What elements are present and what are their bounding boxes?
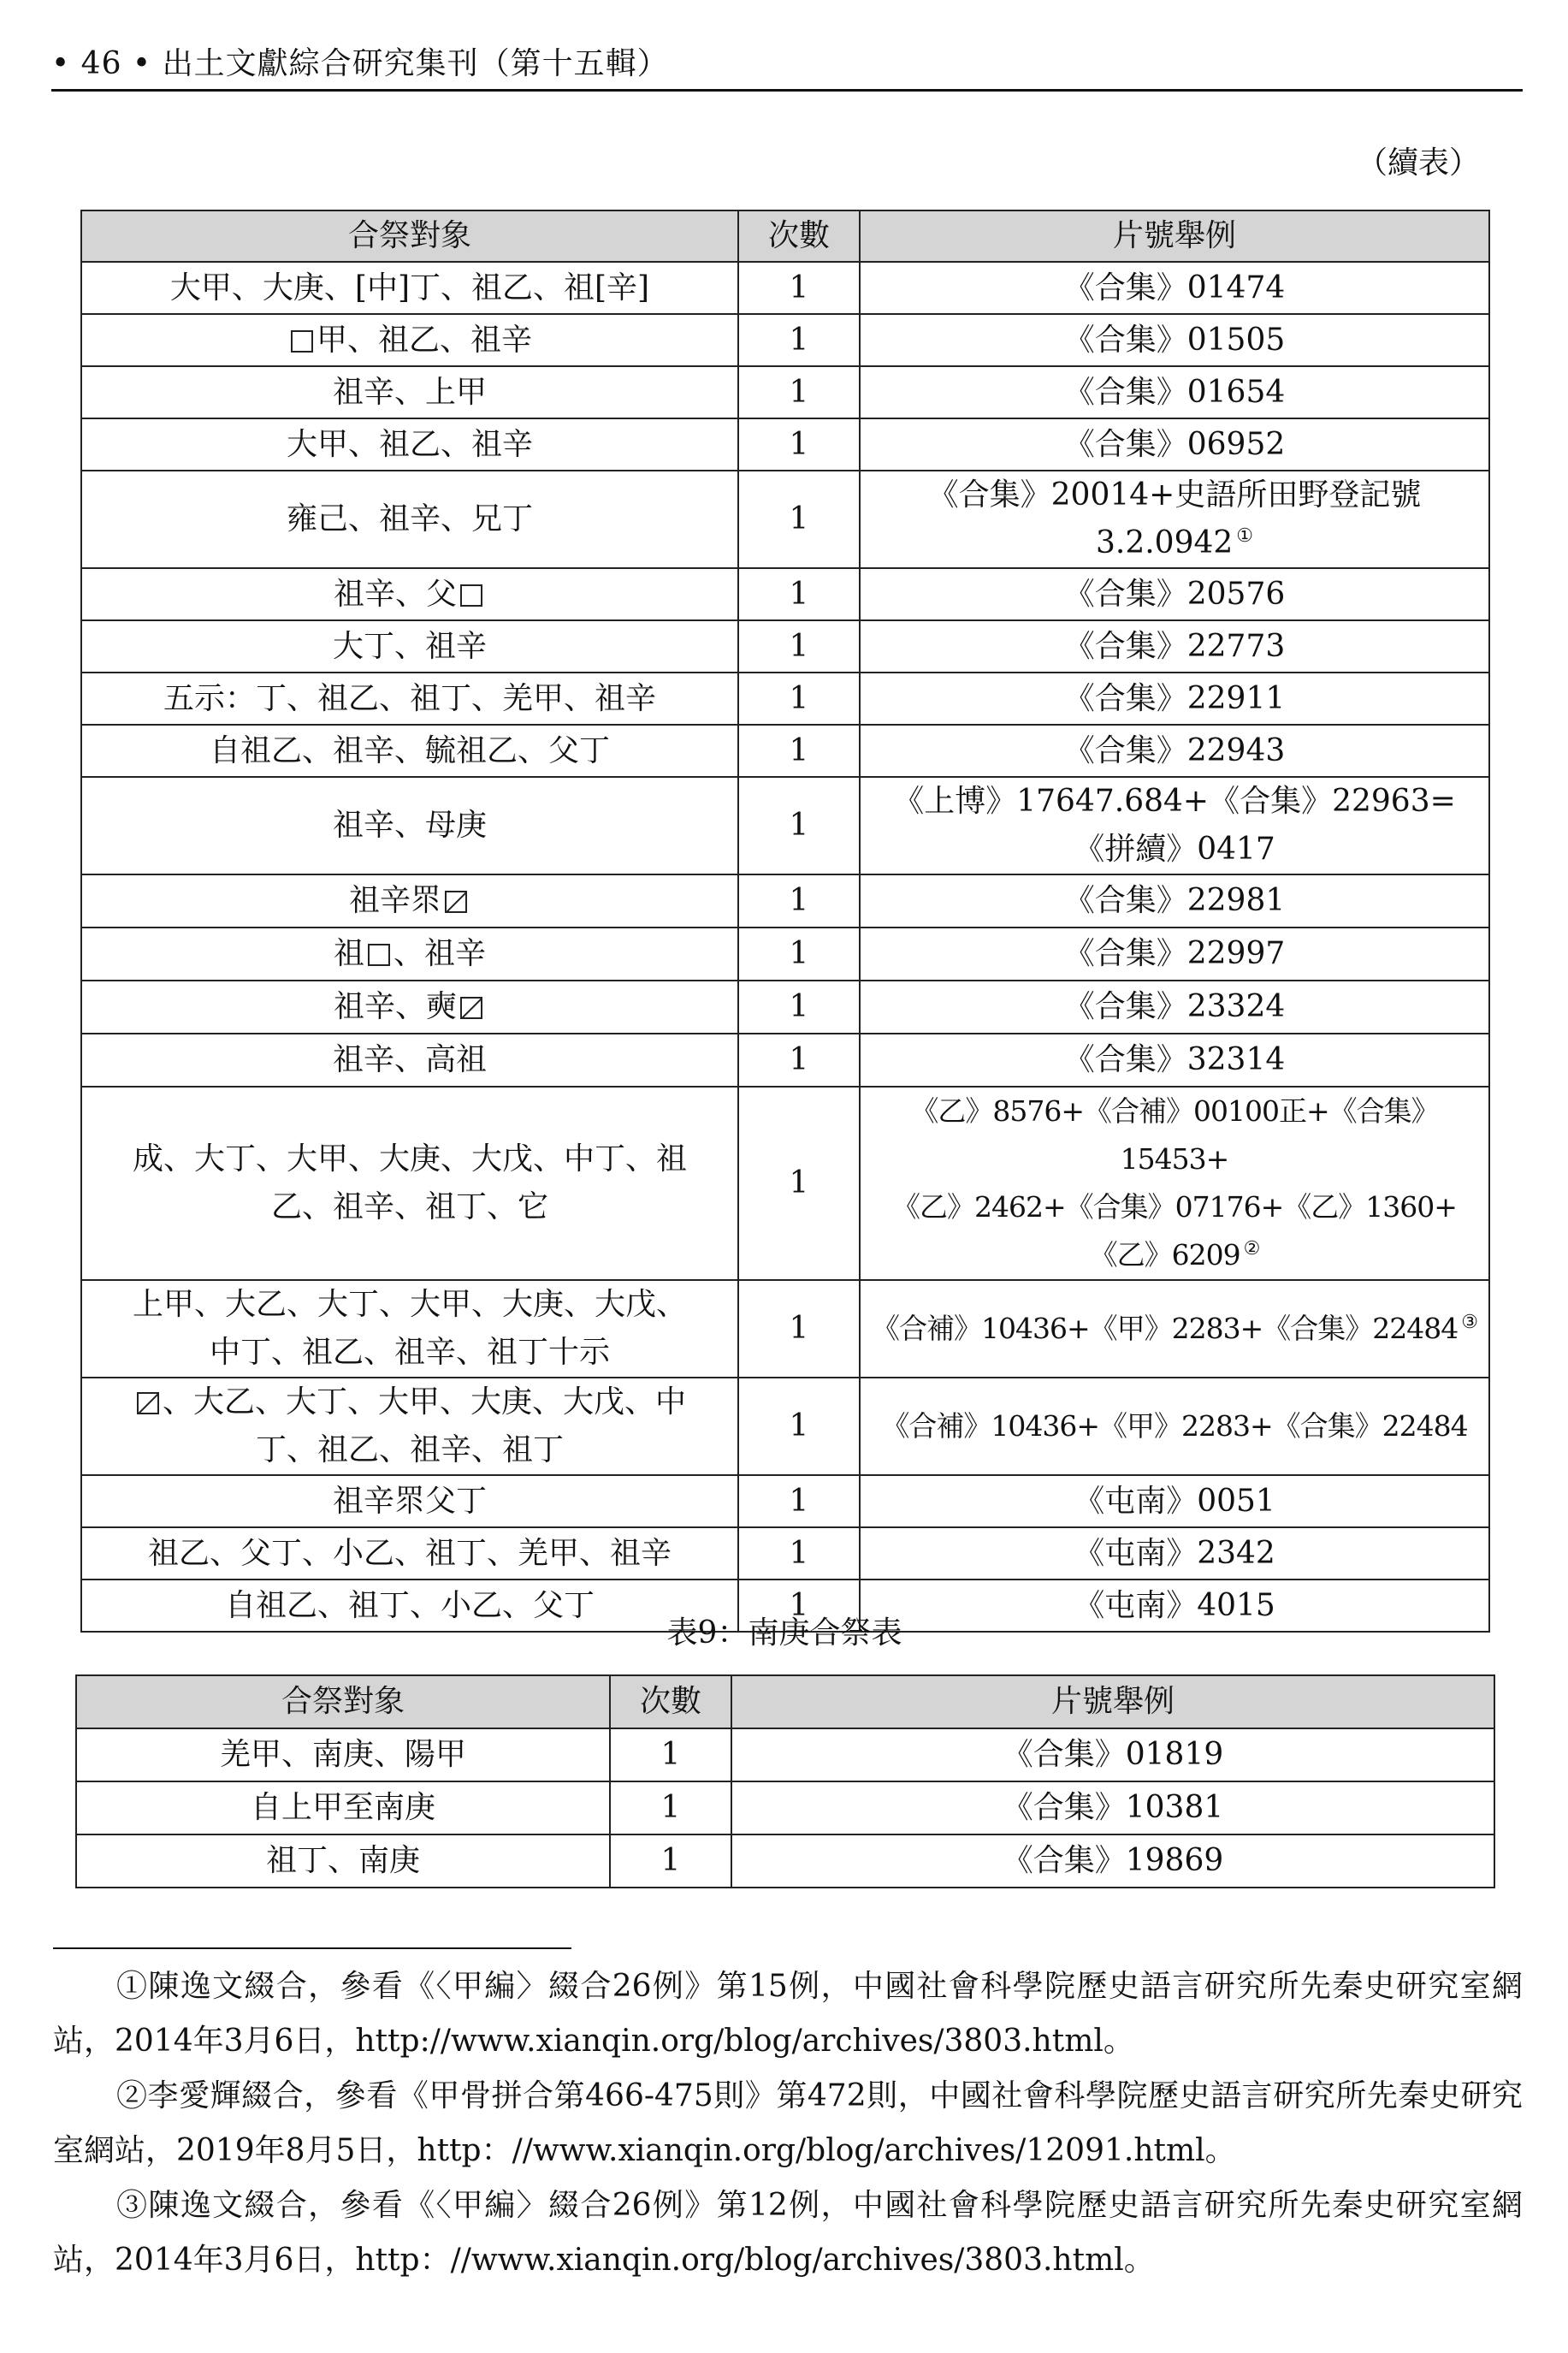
count-cell: 1: [738, 725, 860, 777]
count-cell: 1: [738, 1280, 860, 1378]
footnote-ref: ①: [1236, 525, 1254, 547]
table-row: [81, 673, 1489, 725]
target-cell: 自上甲至南庚: [76, 1781, 610, 1834]
table-row: [81, 418, 1489, 471]
damaged-glyph-box: [460, 997, 482, 1019]
target-cell: 、大乙、大丁、大甲、大庚、大戊、中 丁、祖乙、祖辛、祖丁: [81, 1378, 738, 1475]
count-cell: 1: [738, 568, 860, 620]
count-cell: 1: [738, 1034, 860, 1087]
table-row: [81, 725, 1489, 777]
ref-cell: 《合集》22997: [860, 928, 1489, 981]
ref-cell: 《合集》20014+史語所田野登記號 3.2.0942 ①: [860, 471, 1489, 568]
ref-cell: 《合集》01819: [731, 1728, 1494, 1781]
target-cell: 祖 、祖辛: [81, 928, 738, 981]
table-row: [81, 1087, 1489, 1280]
footnote-1: ①陳逸文綴合，參看《〈甲編〉綴合26例》第15例，中國社會科學院歷史語言研究所先秦史研究室網站，2014年3月6日，http://www.xianqin.org/blog/archives/3803.html。: [53, 1969, 1523, 2059]
target-cell: 祖辛眔父丁: [81, 1475, 738, 1527]
target-cell: 祖辛、母庚: [81, 777, 738, 874]
count-cell: 1: [738, 928, 860, 981]
target-cell: 祖辛、上甲: [81, 366, 738, 418]
footnote-rule: [53, 1947, 571, 1949]
target-cell: 上甲、大乙、大丁、大甲、大庚、大戊、 中丁、祖乙、祖辛、祖丁十示: [81, 1280, 738, 1378]
count-cell: 1: [738, 620, 860, 673]
target-cell: 祖辛、父: [81, 568, 738, 620]
ref-cell: 《合集》01474: [860, 262, 1489, 314]
count-cell: 1: [738, 777, 860, 874]
ref-cell: 《合集》10381: [731, 1781, 1494, 1834]
target-cell: 祖辛眔: [81, 874, 738, 928]
ref-cell: 《合補》10436+《甲》2283+《合集》22484 ③: [860, 1280, 1489, 1378]
header-rule: [51, 89, 1523, 92]
count-cell: 1: [738, 1580, 860, 1632]
ref-cell: 《合補》10436+《甲》2283+《合集》22484: [860, 1378, 1489, 1475]
footnote-ref: ②: [1243, 1238, 1260, 1259]
count-cell: 1: [738, 874, 860, 928]
target-cell: 雍己、祖辛、兄丁: [81, 471, 738, 568]
continued-label: （續表）: [1356, 145, 1480, 181]
target-cell: 羌甲、南庚、陽甲: [76, 1728, 610, 1781]
table-row: [81, 981, 1489, 1034]
ref-cell: 《合集》22981: [860, 874, 1489, 928]
table-row: [81, 777, 1489, 874]
target-cell: 祖乙、父丁、小乙、祖丁、羌甲、祖辛: [81, 1527, 738, 1580]
target-cell: 祖辛、奭: [81, 981, 738, 1034]
ref-cell: 《上博》17647.684+《合集》22963= 《拼續》0417: [860, 777, 1489, 874]
table-row: [81, 1280, 1489, 1378]
table-row: [81, 568, 1489, 620]
table-row: [81, 874, 1489, 928]
count-cell: 1: [738, 366, 860, 418]
count-cell: 1: [738, 673, 860, 725]
table-row: [81, 1378, 1489, 1475]
table-9: [75, 1674, 1495, 1888]
ref-cell: 《合集》06952: [860, 418, 1489, 471]
table-row: [81, 262, 1489, 314]
target-cell: 大丁、祖辛: [81, 620, 738, 673]
count-cell: 1: [738, 1087, 860, 1280]
target-cell: 大甲、祖乙、祖辛: [81, 418, 738, 471]
ref-cell: 《合集》01505: [860, 314, 1489, 366]
ref-cell: 《屯南》0051: [860, 1475, 1489, 1527]
count-cell: 1: [738, 471, 860, 568]
count-cell: 1: [738, 1475, 860, 1527]
count-cell: 1: [738, 1378, 860, 1475]
ref-cell: 《合集》32314: [860, 1034, 1489, 1087]
damaged-glyph-box: [445, 891, 467, 913]
target-cell: 大甲、大庚、[中]丁、祖乙、祖[辛]: [81, 262, 738, 314]
table-row: [81, 471, 1489, 568]
count-cell: 1: [738, 314, 860, 366]
table-row: [81, 1034, 1489, 1087]
count-cell: 1: [610, 1834, 731, 1888]
ref-cell: 《合集》22943: [860, 725, 1489, 777]
ref-cell: 《合集》22911: [860, 673, 1489, 725]
col-header-target: 合祭對象: [76, 1675, 610, 1728]
target-cell: 成、大丁、大甲、大庚、大戊、中丁、祖 乙、祖辛、祖丁、它: [81, 1087, 738, 1280]
count-cell: 1: [610, 1781, 731, 1834]
count-cell: 1: [738, 262, 860, 314]
table-row: [76, 1728, 1494, 1781]
footnote-3: ③陳逸文綴合，參看《〈甲編〉綴合26例》第12例，中國社會科學院歷史語言研究所先秦史研究室網站，2014年3月6日，http：//www.xianqin.org/blog/archives/3803.html。: [53, 2188, 1523, 2278]
ref-cell: 《合集》01654: [860, 366, 1489, 418]
missing-glyph-box: [460, 584, 482, 607]
table-row: [76, 1834, 1494, 1888]
table-9-caption: 表9：南庚合祭表: [666, 1615, 902, 1651]
ref-cell: 《乙》8576+《合補》00100正+《合集》15453+ 《乙》2462+《合集》07176+《乙》1360+ 《乙》6209 ②: [860, 1087, 1489, 1280]
target-cell: 自祖乙、祖丁、小乙、父丁: [81, 1580, 738, 1632]
table-row: [81, 366, 1489, 418]
ref-cell: 《屯南》2342: [860, 1527, 1489, 1580]
ref-cell: 《屯南》4015: [860, 1580, 1489, 1632]
table-row: [81, 1475, 1489, 1527]
target-cell: 祖辛、高祖: [81, 1034, 738, 1087]
target-cell: 自祖乙、祖辛、毓祖乙、父丁: [81, 725, 738, 777]
ref-cell: 《合集》20576: [860, 568, 1489, 620]
target-cell: 祖丁、南庚: [76, 1834, 610, 1888]
count-cell: 1: [738, 1527, 860, 1580]
count-cell: 1: [738, 418, 860, 471]
damaged-glyph-box: [137, 1392, 159, 1414]
count-cell: 1: [610, 1728, 731, 1781]
target-cell: 甲、祖乙、祖辛: [81, 314, 738, 366]
ref-cell: 《合集》22773: [860, 620, 1489, 673]
footnote-ref: ③: [1461, 1312, 1477, 1333]
ref-cell: 《合集》23324: [860, 981, 1489, 1034]
col-header-target: 合祭對象: [81, 210, 738, 262]
col-header-count: 次數: [738, 210, 860, 262]
col-header-ref: 片號舉例: [731, 1675, 1494, 1728]
table-row: [81, 314, 1489, 366]
missing-glyph-box: [368, 944, 390, 966]
footnotes: [53, 1959, 1523, 2288]
table-row: [76, 1781, 1494, 1834]
target-cell: 五示：丁、祖乙、祖丁、羌甲、祖辛: [81, 673, 738, 725]
col-header-count: 次數: [610, 1675, 731, 1728]
table-row: [81, 928, 1489, 981]
missing-glyph-box: [291, 330, 313, 353]
running-header: • 46 • 出土文獻綜合研究集刊（第十五輯）: [51, 46, 669, 81]
table-row: [81, 620, 1489, 673]
table-8-continued: [80, 210, 1490, 1633]
ref-cell: 《合集》19869: [731, 1834, 1494, 1888]
col-header-ref: 片號舉例: [860, 210, 1489, 262]
footnote-2: ②李愛輝綴合，參看《甲骨拼合第466-475則》第472則，中國社會科學院歷史語言研究所先秦史研究室網站，2019年8月5日，http：//www.xianqin.org/blog/archives/12091.html。: [53, 2078, 1523, 2168]
count-cell: 1: [738, 981, 860, 1034]
table-row: [81, 1527, 1489, 1580]
